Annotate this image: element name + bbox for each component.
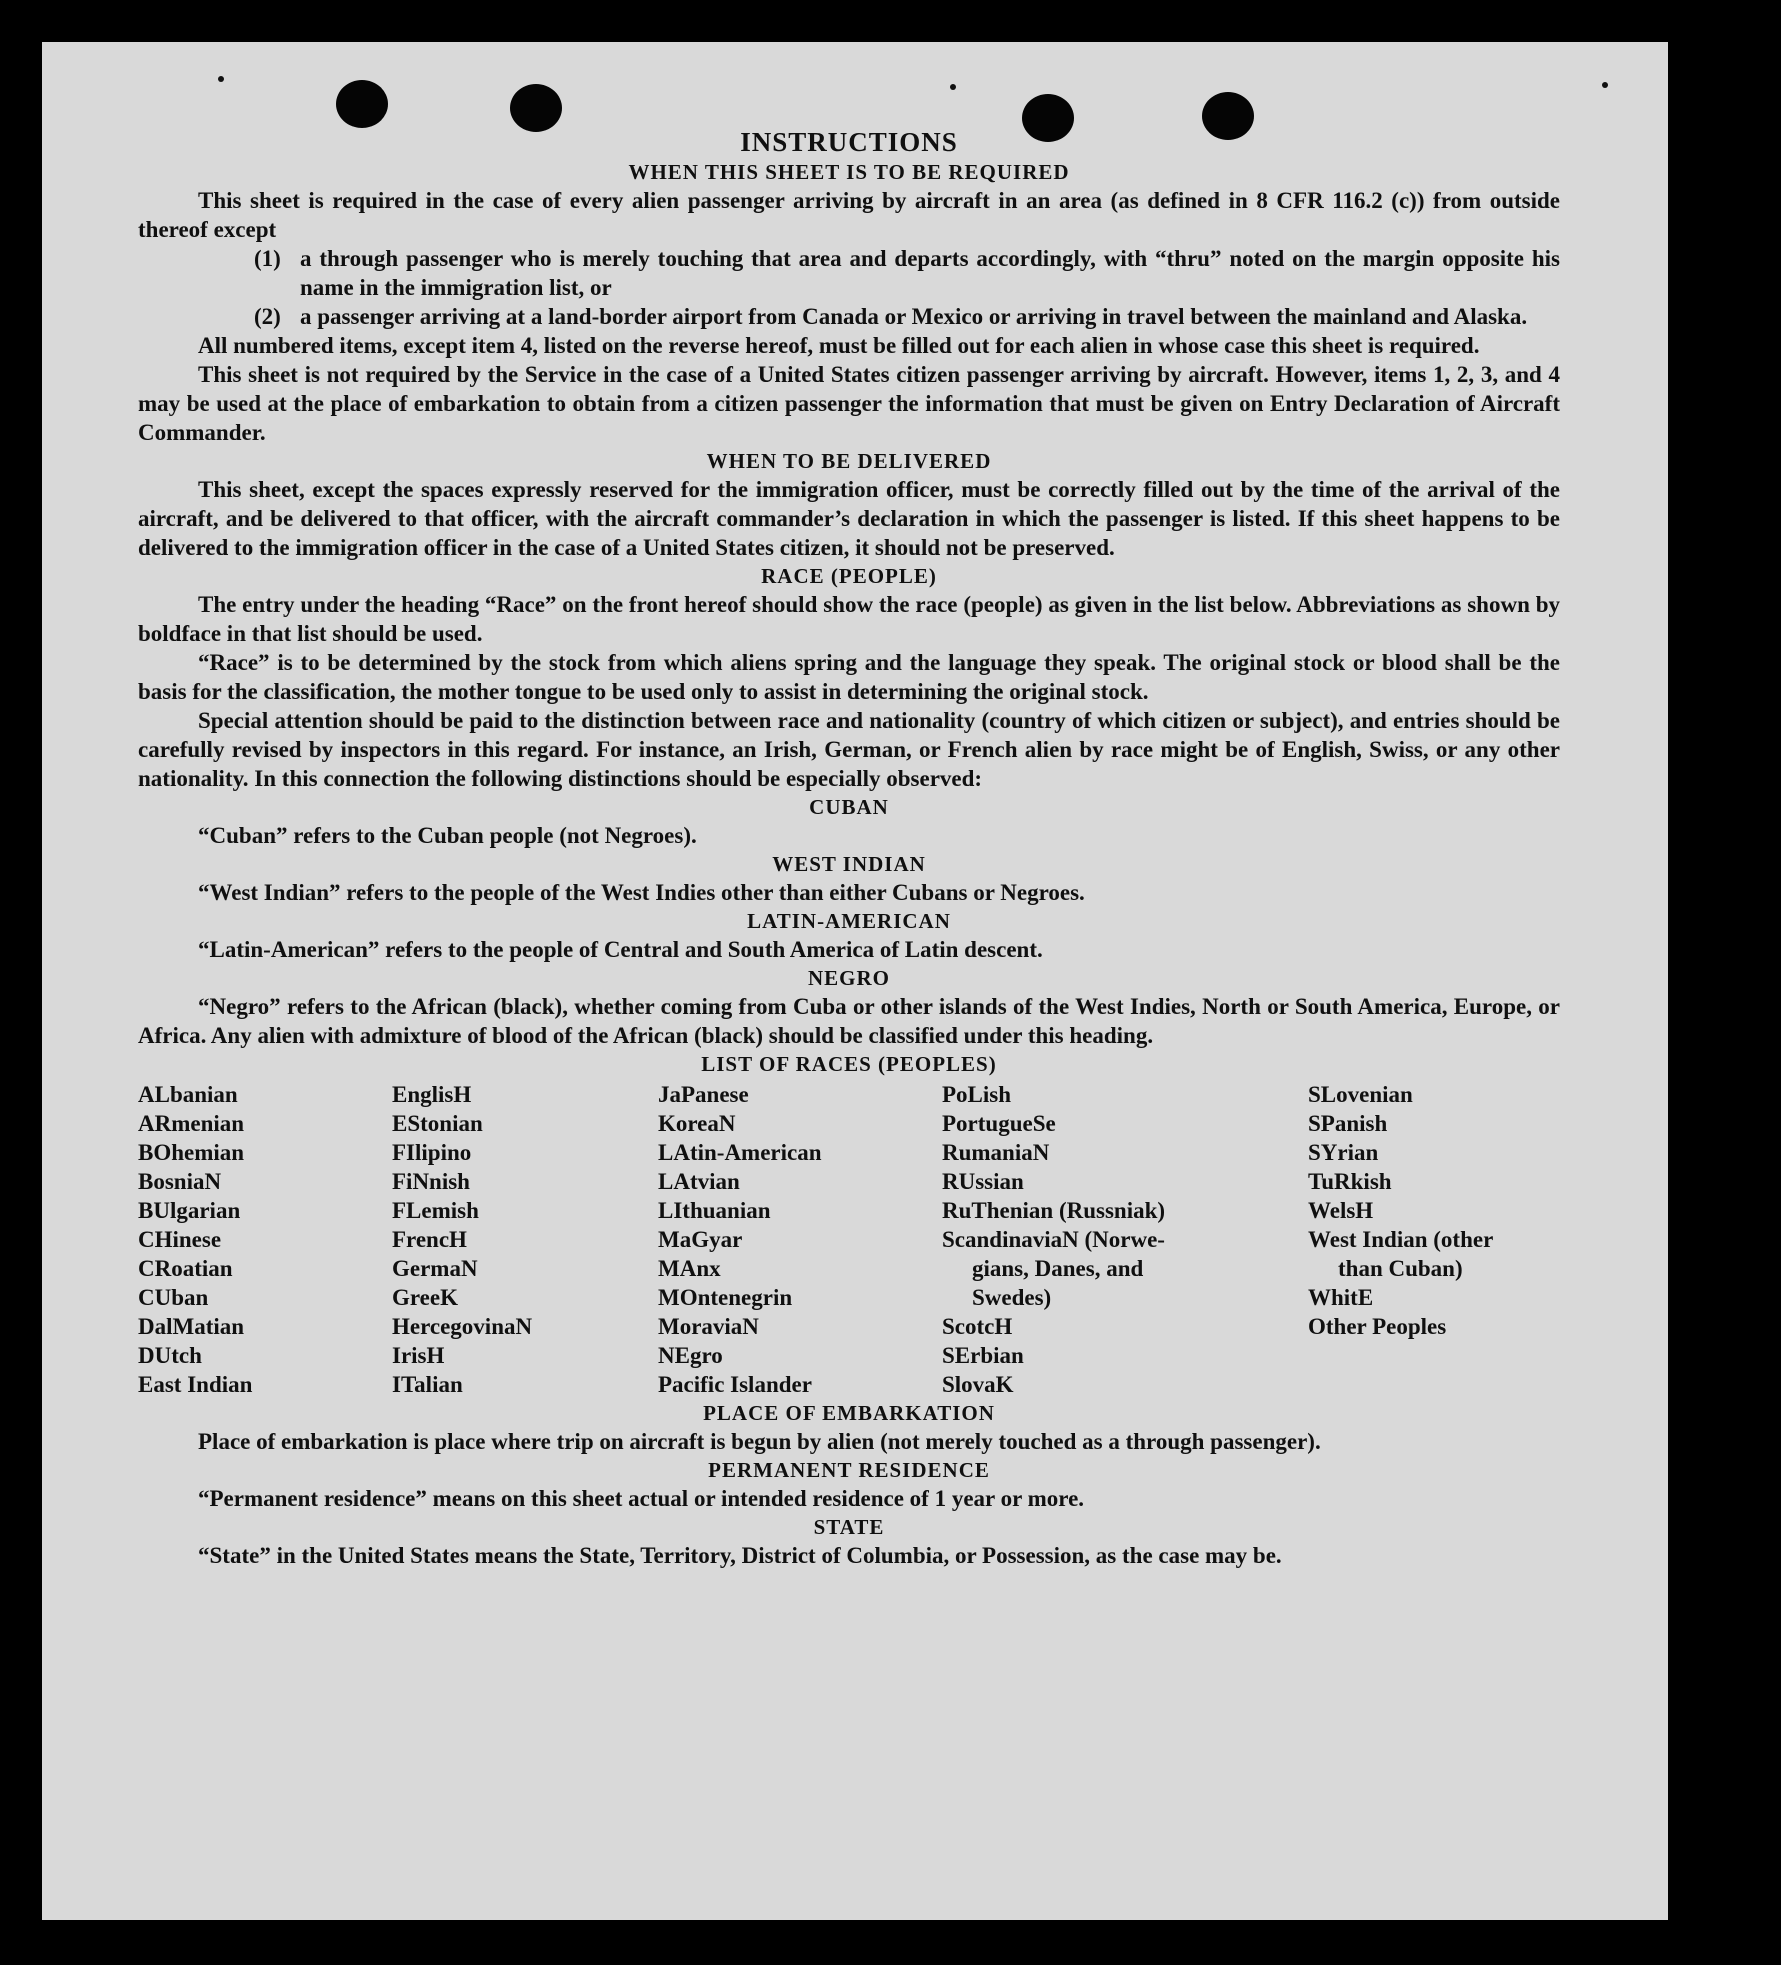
speck xyxy=(1602,82,1608,88)
item-number: (1) xyxy=(254,246,281,271)
heading-embarkation: PLACE OF EMBARKATION xyxy=(703,1401,995,1425)
race-entry: DUtch xyxy=(138,1343,202,1368)
races-column xyxy=(392,1080,658,1399)
race-entry: FLemish xyxy=(392,1198,479,1223)
race-entry: ScotcH xyxy=(942,1314,1013,1339)
race-entry: PoLish xyxy=(942,1082,1012,1107)
race-entry: MOntenegrin xyxy=(658,1285,793,1310)
race-entry: LAtvian xyxy=(658,1169,740,1194)
paragraph: “Latin-American” refers to the people of Central and South America of Latin descent. xyxy=(198,937,1043,962)
race-entry: LAtin-American xyxy=(658,1140,822,1165)
heading-when-delivered: WHEN TO BE DELIVERED xyxy=(706,449,992,473)
race-entry: RumaniaN xyxy=(942,1140,1050,1165)
race-entry: CHinese xyxy=(138,1227,222,1252)
race-entry: GermaN xyxy=(392,1256,478,1281)
race-entry: EnglisH xyxy=(392,1082,472,1107)
race-entry: ALbanian xyxy=(138,1082,238,1107)
paragraph: “Cuban” refers to the Cuban people (not Negroes). xyxy=(198,823,697,848)
races-column xyxy=(942,1080,1308,1399)
heading-west-indian: WEST INDIAN xyxy=(772,852,926,876)
paragraph: Special attention should be paid to the distinction between race and nationality (country of which citizen or subject), and entries should be carefully revised by inspectors in this regard. For instance, an Irish, German, or French alien by race might be of English, Swiss, or any other nationality. In this connection the following distinctions should be especially observed: xyxy=(138,708,1560,791)
paragraph: This sheet is required in the case of every alien passenger arriving by aircraft in an area (as defined in 8 CFR 116.2 (c)) from outside thereof except xyxy=(138,188,1560,242)
race-entry: ScandinaviaN (Norwe- xyxy=(942,1227,1165,1252)
heading-negro: NEGRO xyxy=(807,966,890,990)
race-entry: NEgro xyxy=(658,1343,723,1368)
paragraph: The entry under the heading “Race” on the front hereof should show the race (people) as given in the list below. Abbreviations as shown by boldface in that list should be used. xyxy=(138,592,1560,646)
race-entry: DalMatian xyxy=(138,1314,245,1339)
race-entry: SYrian xyxy=(1308,1140,1379,1165)
heading-state: STATE xyxy=(813,1515,885,1539)
race-entry: West Indian (other xyxy=(1308,1227,1494,1252)
heading-cuban: CUBAN xyxy=(809,795,889,819)
race-entry: MaGyar xyxy=(658,1227,743,1252)
heading-when-required: WHEN THIS SHEET IS TO BE REQUIRED xyxy=(628,160,1070,184)
list-item xyxy=(254,244,1560,302)
race-entry: Other Peoples xyxy=(1308,1314,1447,1339)
item-text: a passenger arriving at a land-border airport from Canada or Mexico or arriving in travel between the mainland and Alaska. xyxy=(300,304,1528,329)
race-entry: IrisH xyxy=(392,1343,445,1368)
item-number: (2) xyxy=(254,304,281,329)
race-entry: LIthuanian xyxy=(658,1198,771,1223)
race-entry: RuThenian (Russniak) xyxy=(942,1198,1166,1223)
race-entry: TuRkish xyxy=(1308,1169,1392,1194)
race-entry: CUban xyxy=(138,1285,209,1310)
paragraph: This sheet, except the spaces expressly reserved for the immigration officer, must be correctly filled out by the time of the arrival of the aircraft, and be delivered to that officer, with the aircraft commander’s declaration in which the passenger is listed. If this sheet happens to be delivered to the immigration officer in the case of a United States citizen, it should not be preserved. xyxy=(138,477,1560,560)
race-entry: PortugueSe xyxy=(942,1111,1056,1136)
paragraph: “State” in the United States means the State, Territory, District of Columbia, or Possession, as the case may be. xyxy=(198,1543,1282,1568)
speck xyxy=(950,84,956,90)
speck xyxy=(218,76,224,82)
race-entry-continued: Swedes) xyxy=(972,1285,1052,1310)
races-column xyxy=(1308,1080,1558,1399)
race-entry: MoraviaN xyxy=(658,1314,759,1339)
races-column xyxy=(658,1080,942,1399)
punch-hole xyxy=(510,84,562,132)
race-entry: FrencH xyxy=(392,1227,467,1252)
item-text: a through passenger who is merely touching that area and departs accordingly, with “thru” noted on the margin opposite his name in the immigration list, or xyxy=(300,246,1560,300)
race-entry: SlovaK xyxy=(942,1372,1014,1397)
race-entry-continued: than Cuban) xyxy=(1338,1256,1463,1281)
race-entry: CRoatian xyxy=(138,1256,233,1281)
paragraph: “Negro” refers to the African (black), whether coming from Cuba or other islands of the West Indies, North or South America, Europe, or Africa. Any alien with admixture of blood of the African (black) should be classified under this heading. xyxy=(138,994,1560,1048)
race-entry: SLovenian xyxy=(1308,1082,1413,1107)
race-entry-continued: gians, Danes, and xyxy=(972,1256,1144,1281)
paragraph: “Permanent residence” means on this sheet actual or intended residence of 1 year or more. xyxy=(198,1486,1085,1511)
race-entry: MAnx xyxy=(658,1256,721,1281)
race-entry: BOhemian xyxy=(138,1140,245,1165)
race-entry: SPanish xyxy=(1308,1111,1388,1136)
heading-race: RACE (PEOPLE) xyxy=(761,564,937,588)
document-sheet xyxy=(42,42,1668,1920)
race-entry: WelsH xyxy=(1308,1198,1374,1223)
race-entry: Pacific Islander xyxy=(658,1372,812,1397)
races-column xyxy=(138,1080,392,1399)
races-list xyxy=(138,1080,1560,1399)
race-entry: RUssian xyxy=(942,1169,1024,1194)
race-entry: EStonian xyxy=(392,1111,483,1136)
race-entry: WhitE xyxy=(1308,1285,1374,1310)
paragraph: “West Indian” refers to the people of the West Indies other than either Cubans or Negroes. xyxy=(198,880,1085,905)
heading-list-of-races: LIST OF RACES (PEOPLES) xyxy=(701,1052,997,1076)
race-entry: FIlipino xyxy=(392,1140,472,1165)
race-entry: KoreaN xyxy=(658,1111,736,1136)
heading-permanent-residence: PERMANENT RESIDENCE xyxy=(708,1458,990,1482)
race-entry: ITalian xyxy=(392,1372,463,1397)
race-entry: SErbian xyxy=(942,1343,1024,1368)
race-entry: FiNnish xyxy=(392,1169,470,1194)
instructions-content xyxy=(138,126,1560,1570)
race-entry: BUlgarian xyxy=(138,1198,241,1223)
heading-latin-american: LATIN-AMERICAN xyxy=(747,909,951,933)
race-entry: East Indian xyxy=(138,1372,253,1397)
race-entry: GreeK xyxy=(392,1285,458,1310)
paragraph: This sheet is not required by the Service in the case of a United States citizen passenger arriving by aircraft. However, items 1, 2, 3, and 4 may be used at the place of embarkation to obtain from a citizen passenger the information that must be given on Entry Declaration of Aircraft Commander. xyxy=(138,362,1560,445)
race-entry: HercegovinaN xyxy=(392,1314,533,1339)
list-item xyxy=(254,302,1560,331)
document-title: INSTRUCTIONS xyxy=(740,127,958,157)
race-entry: ARmenian xyxy=(138,1111,245,1136)
race-entry: BosniaN xyxy=(138,1169,222,1194)
paragraph: “Race” is to be determined by the stock from which aliens spring and the language they speak. The original stock or blood shall be the basis for the classification, the mother tongue to be used only to assist in determining the original stock. xyxy=(138,650,1560,704)
paragraph: All numbered items, except item 4, listed on the reverse hereof, must be filled out for each alien in whose case this sheet is required. xyxy=(198,333,1480,358)
race-entry: JaPanese xyxy=(658,1082,749,1107)
punch-hole xyxy=(336,80,388,128)
paragraph: Place of embarkation is place where trip on aircraft is begun by alien (not merely touched as a through passenger). xyxy=(198,1429,1321,1454)
